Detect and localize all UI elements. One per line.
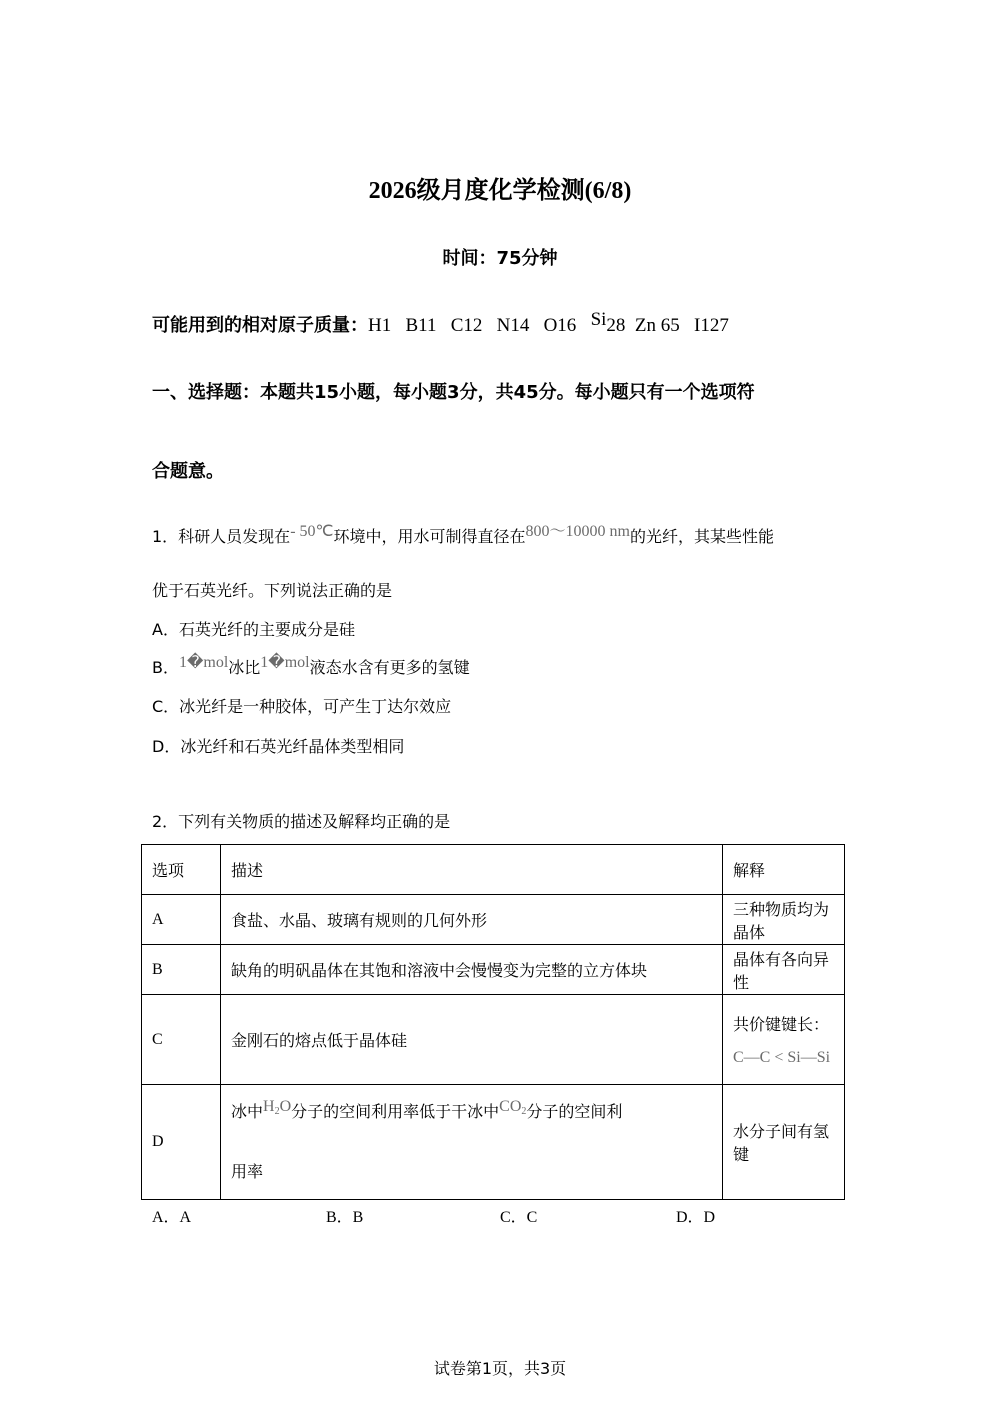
table-cell-description: 缺角的明矾晶体在其饱和溶液中会慢慢变为完整的立方体块	[221, 945, 723, 995]
q1-option-b-pre: B．	[152, 658, 179, 677]
q1-option-c: C．冰光纤是一种胶体，可产生丁达尔效应	[152, 697, 452, 716]
q1-option-b-mol1: 1�mol	[178, 654, 229, 671]
q1-temp: - 50℃	[290, 523, 334, 540]
table-row	[142, 995, 845, 1085]
table-cell-description	[221, 1085, 723, 1200]
table-cell-option: C	[142, 995, 221, 1085]
explanation-formula: C—C < Si—Si	[733, 1049, 831, 1066]
q1-stem-a: 1．科研人员发现在	[152, 527, 291, 546]
q2-answer-a: A．A	[152, 1209, 192, 1226]
atomic-masses-si: Si	[590, 309, 607, 330]
q1-stem-b: 环境中，用水可制得直径在	[333, 527, 526, 546]
q1-option-b	[152, 655, 470, 678]
q1-range: 800～10000 nm	[525, 523, 630, 540]
table-cell-explanation: 水分子间有氢键	[723, 1085, 845, 1200]
q1-stem	[152, 524, 774, 547]
table-cell-option: D	[142, 1085, 221, 1200]
q2-table	[141, 844, 845, 1200]
q1-option-b-mid: 冰比	[228, 658, 261, 677]
table-header-option: 选项	[142, 845, 221, 895]
desc-part-d: 用率	[231, 1162, 264, 1181]
q2-answer-b: B．B	[326, 1209, 364, 1226]
h2o-formula: $H_2O$	[263, 1098, 292, 1117]
q1-option-d: D．冰光纤和石英光纤晶体类型相同	[152, 737, 405, 756]
atomic-masses-tail: 28 Zn 65 I127	[606, 315, 729, 336]
exam-time: 时间：75分钟	[442, 248, 558, 269]
table-cell-explanation: 三种物质均为晶体	[723, 895, 845, 945]
q2-answer-c: C．C	[500, 1209, 538, 1226]
table-cell-explanation: 晶体有各向异性	[723, 945, 845, 995]
table-cell-description: 食盐、水晶、玻璃有规则的几何外形	[221, 895, 723, 945]
page-title: 2026级月度化学检测(6/8)	[368, 178, 632, 204]
table-row	[142, 845, 845, 895]
q2-stem: 2．下列有关物质的描述及解释均正确的是	[152, 812, 451, 831]
q1-option-b-post: 液态水含有更多的氢键	[309, 658, 470, 677]
co2-formula: $CO_2$	[499, 1098, 527, 1117]
atomic-masses	[152, 311, 729, 337]
section-heading-line2: 合题意。	[152, 461, 224, 482]
table-cell-description: 金刚石的熔点低于晶体硅	[221, 995, 723, 1085]
table-cell-explanation	[723, 995, 845, 1085]
desc-part-b: 分子的空间利用率低于干冰中	[291, 1102, 500, 1121]
q2-answer-d: D．D	[676, 1209, 716, 1226]
atomic-masses-values: H1 B11 C12 N14 O16	[368, 315, 591, 336]
q1-option-a: A．石英光纤的主要成分是硅	[152, 620, 355, 639]
table-cell-option: B	[142, 945, 221, 995]
table-row	[142, 1085, 845, 1200]
explanation-line1: 共价键键长：	[733, 1015, 830, 1034]
table-header-explanation: 解释	[723, 845, 845, 895]
table-header-description: 描述	[221, 845, 723, 895]
q1-option-b-mol2: 1�mol	[260, 654, 310, 671]
page-footer: 试卷第1页，共3页	[433, 1359, 567, 1378]
q1-stem-c: 的光纤，其某些性能	[629, 527, 774, 546]
section-heading-line1: 一、选择题：本题共15小题，每小题3分，共45分。每小题只有一个选项符	[152, 382, 755, 403]
table-row	[142, 895, 845, 945]
table-cell-option: A	[142, 895, 221, 945]
desc-part-a: 冰中	[231, 1102, 264, 1121]
table-row	[142, 945, 845, 995]
desc-part-c: 分子的空间利	[526, 1102, 623, 1121]
atomic-masses-label: 可能用到的相对原子质量：	[152, 315, 368, 336]
q1-stem-line2: 优于石英光纤。下列说法正确的是	[152, 581, 393, 600]
